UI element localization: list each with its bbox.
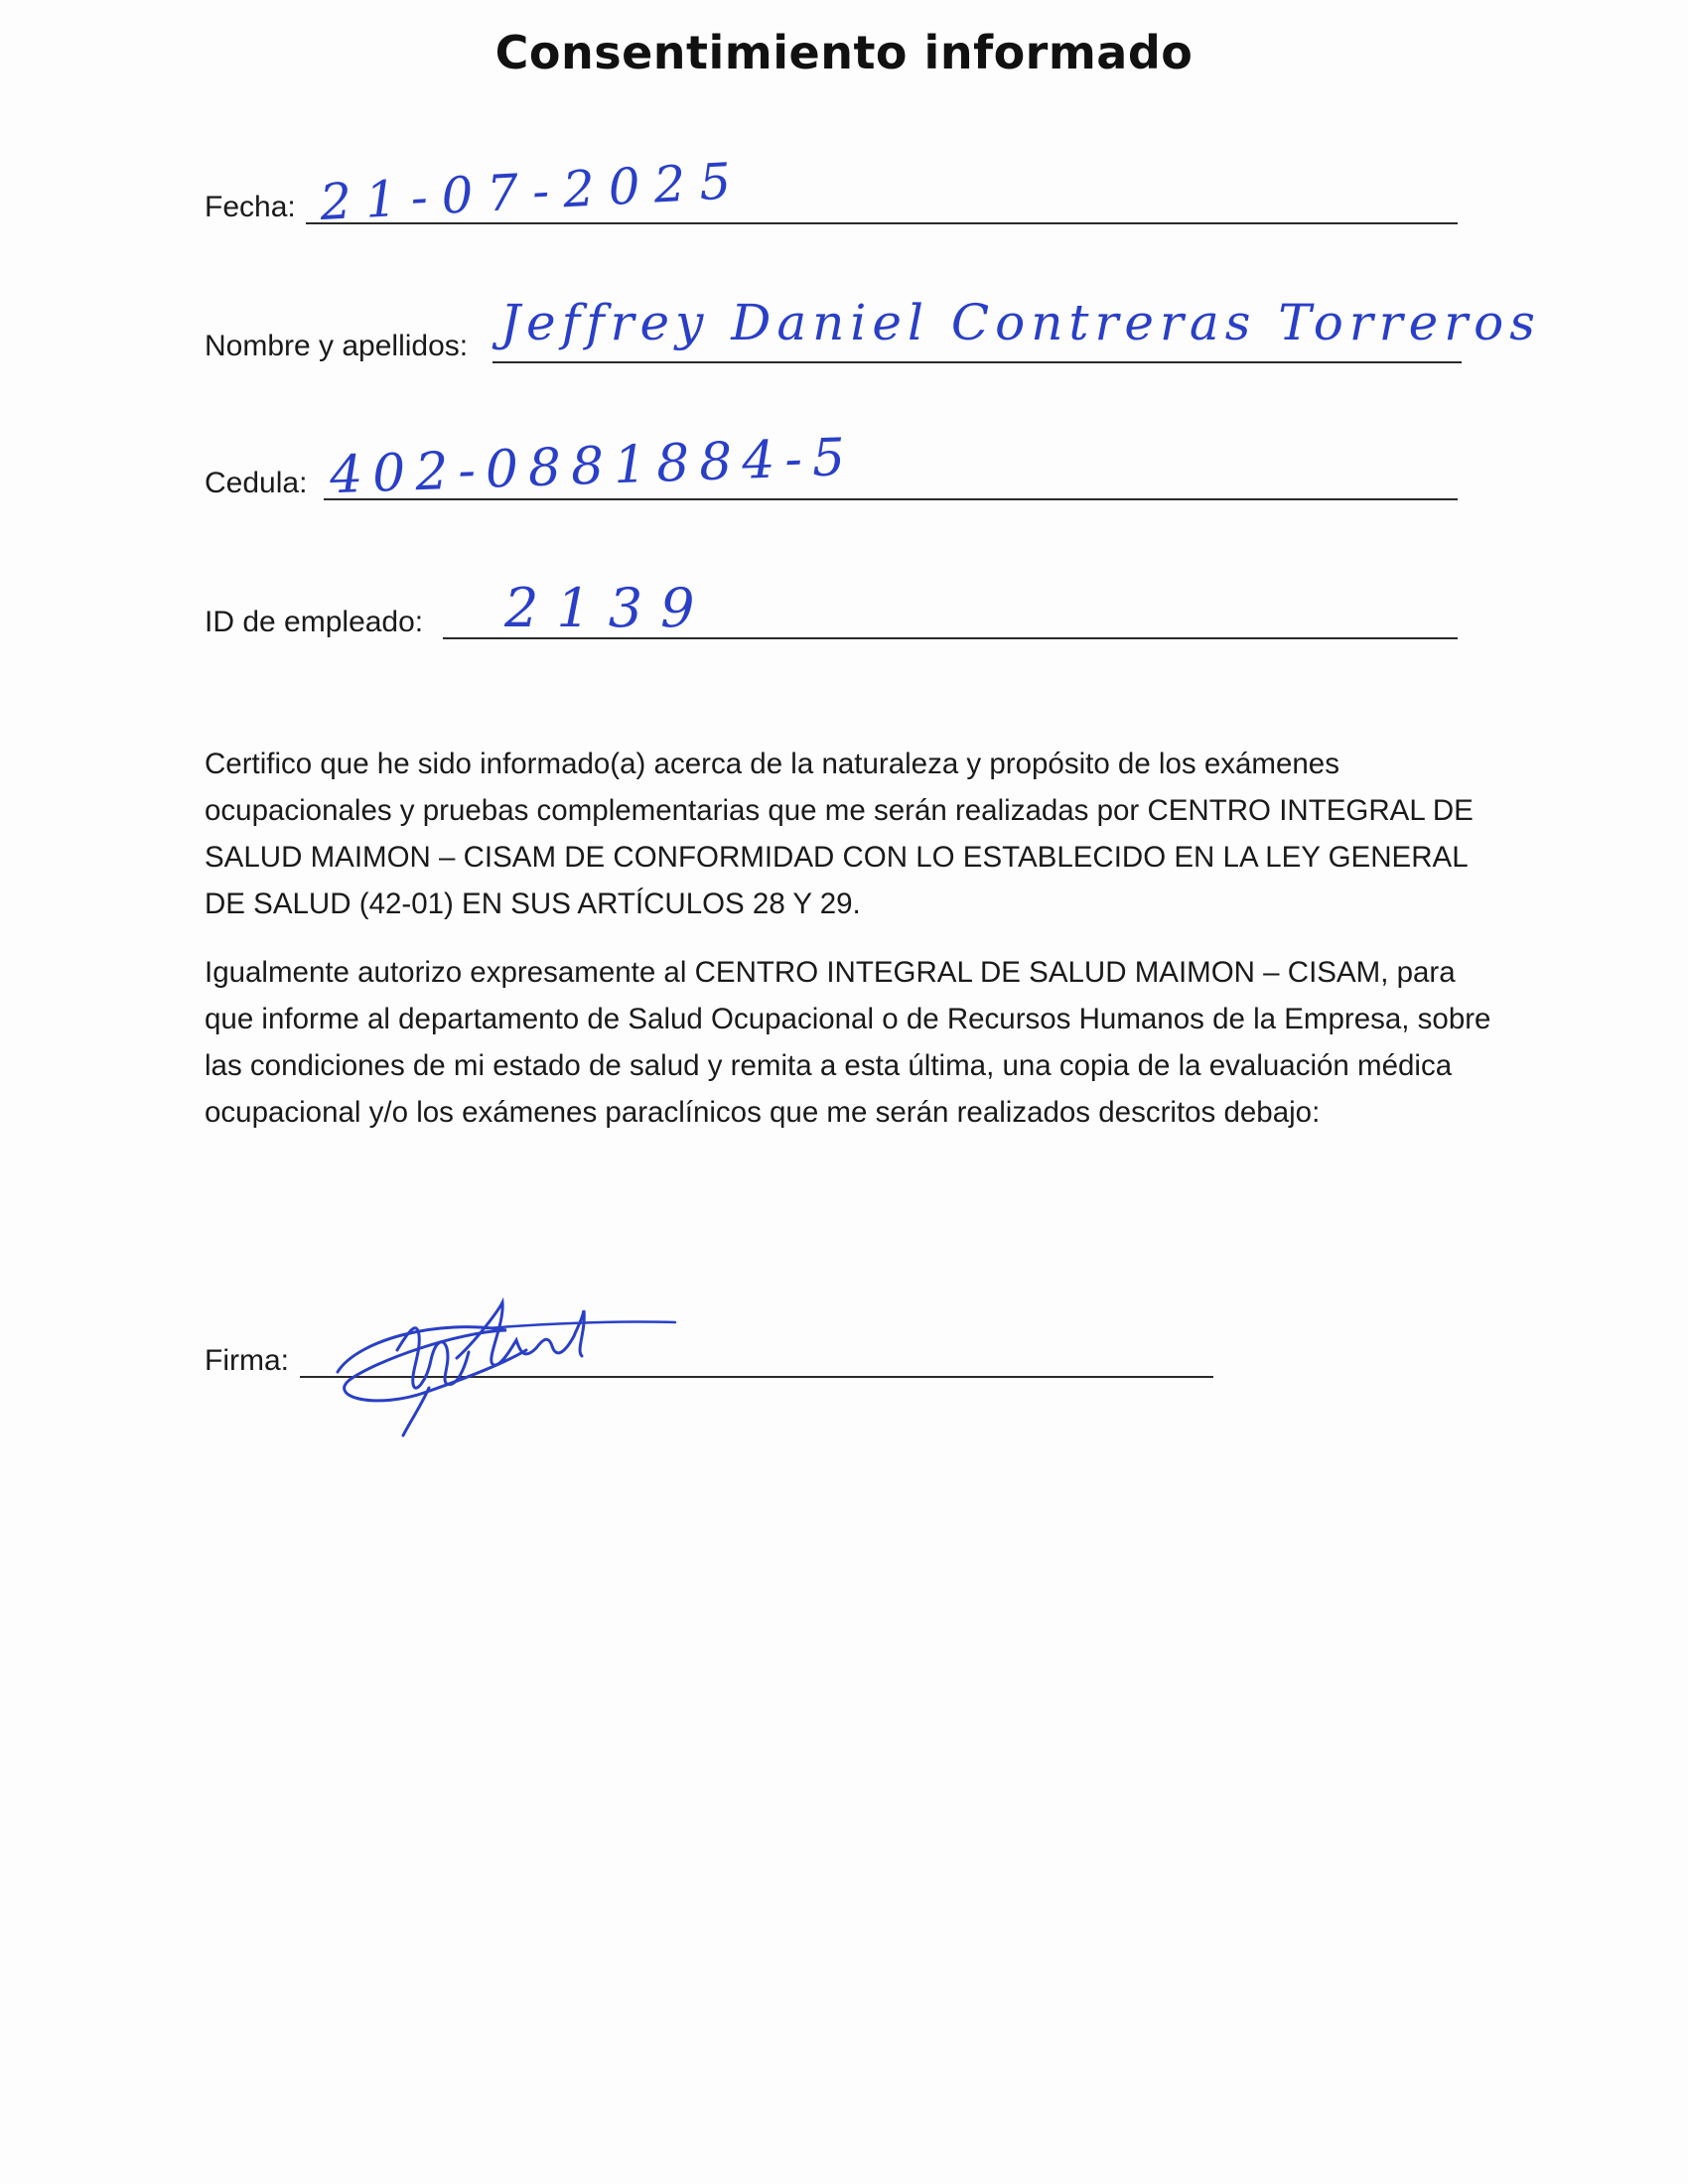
fecha-handwritten-value: 21-07-2025 <box>318 151 747 232</box>
signature-image <box>318 1281 695 1439</box>
cedula-label: Cedula: <box>205 467 308 499</box>
cedula-handwritten-value: 402-0881884-5 <box>329 427 856 506</box>
fecha-label: Fecha: <box>205 191 296 223</box>
nombre-underline <box>492 361 1462 363</box>
nombre-label: Nombre y apellidos: <box>205 330 469 362</box>
id-empleado-handwritten-value: 2139 <box>504 577 713 639</box>
authorization-paragraph: Igualmente autorizo expresamente al CENTRO INTEGRAL DE SALUD MAIMON – CISAM, para que informe al departamento de Salud Ocupacional o de Recursos Humanos de la Empresa, sobre las condiciones de mi estado de salud y remita a esta última, una copia de la evaluación médica ocupacional y/o los exámenes paraclínicos que me serán realizados descritos debajo: <box>205 956 1491 1129</box>
page-title: Consentimiento informado <box>494 26 1194 79</box>
certification-paragraph: Certifico que he sido informado(a) acerca de la naturaleza y propósito de los exámenes ocupacionales y pruebas complementarias que me serán realizadas por CENTRO INTEGRAL DE SALUD MAIMON – CISAM DE CONFORMIDAD CON LO ESTABLECIDO EN LA LEY GENERAL DE SALUD (42-01) EN SUS ARTÍCULOS 28 Y 29. <box>205 748 1474 920</box>
id-empleado-field <box>205 577 1460 639</box>
id-empleado-label: ID de empleado: <box>205 606 424 638</box>
nombre-handwritten-value: Jeffrey Daniel Contreras Torreros <box>500 294 1541 351</box>
firma-label: Firma: <box>205 1344 289 1377</box>
